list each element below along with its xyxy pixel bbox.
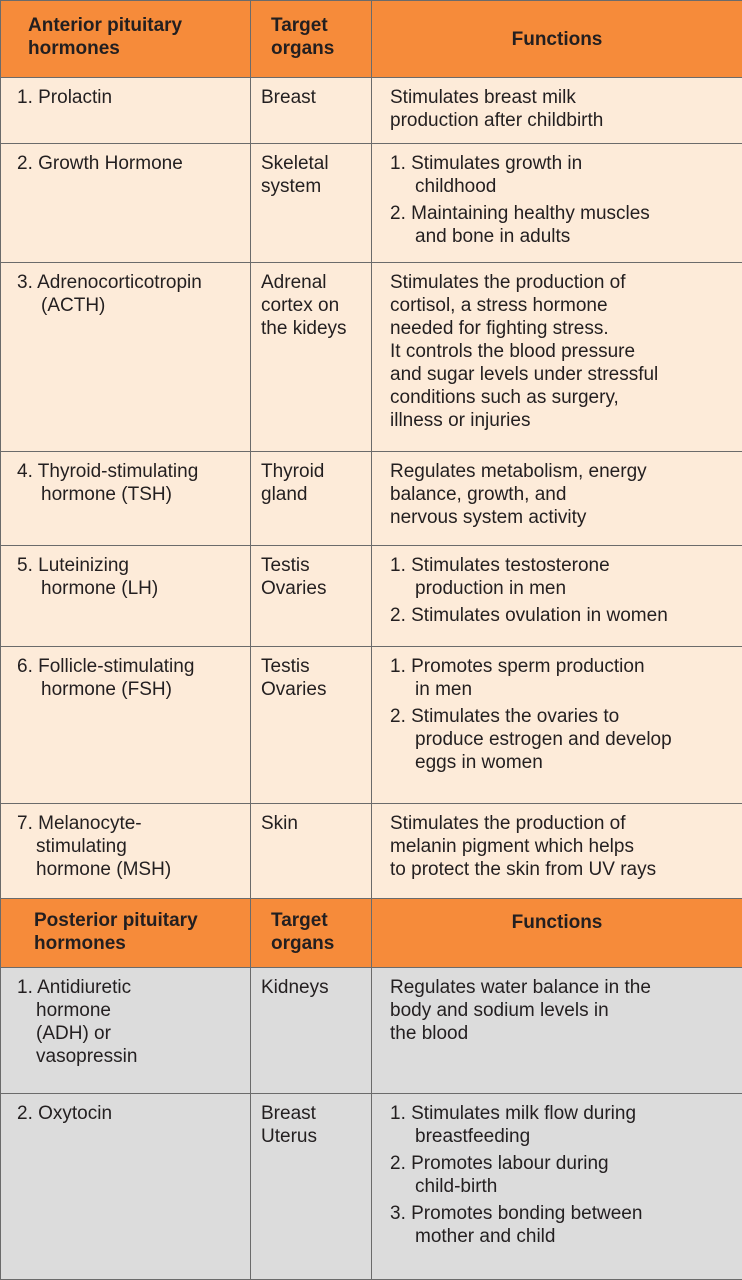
function-line: 2. Promotes labour during	[390, 1153, 609, 1174]
list-item	[390, 604, 734, 627]
list-item	[390, 202, 734, 248]
table-row	[1, 647, 742, 804]
function-list	[390, 554, 734, 627]
function-cell	[372, 78, 742, 144]
list-item	[390, 1102, 734, 1148]
organ-line: Uterus	[261, 1126, 317, 1147]
hormone-cell	[1, 647, 251, 804]
table-row	[1, 263, 742, 452]
function-line: production after childbirth	[390, 110, 604, 131]
function-line: 2. Stimulates the ovaries to	[390, 706, 620, 727]
function-line: 1. Stimulates milk flow during	[390, 1103, 637, 1124]
hormone-line: 4. Thyroid-stimulating	[17, 461, 199, 482]
function-line: 1. Stimulates growth in	[390, 153, 583, 174]
list-item	[390, 554, 734, 600]
function-cell	[372, 546, 742, 647]
hormone-cell	[1, 144, 251, 263]
function-cell	[372, 968, 742, 1094]
header-line: Target	[271, 15, 328, 36]
organ-line: cortex on	[261, 295, 340, 316]
function-line: 3. Promotes bonding between	[390, 1203, 643, 1224]
hormone-cell	[1, 1094, 251, 1280]
organ-line: Ovaries	[261, 578, 327, 599]
function-list	[390, 655, 734, 774]
hormone-cell	[1, 804, 251, 899]
hormone-line: hormone (FSH)	[41, 679, 172, 700]
function-line: nervous system activity	[390, 507, 587, 528]
organ-line: Breast	[261, 1103, 316, 1124]
hormone-line: 1. Prolactin	[17, 87, 113, 108]
organ-cell	[251, 78, 372, 144]
function-line: 2. Maintaining healthy muscles	[390, 203, 650, 224]
table-row	[1, 452, 742, 546]
hormone-line: 7. Melanocyte-	[17, 813, 142, 834]
table-row	[1, 1094, 742, 1280]
hormone-line: 6. Follicle-stimulating	[17, 656, 195, 677]
organ-cell	[251, 804, 372, 899]
function-line: the blood	[390, 1023, 469, 1044]
hormone-line: hormone (TSH)	[41, 484, 172, 505]
organ-line: Thyroid	[261, 461, 325, 482]
header-line: hormones	[34, 933, 126, 954]
function-line: It controls the blood pressure	[390, 341, 636, 362]
function-line: and sugar levels under stressful	[390, 364, 659, 385]
function-line: Regulates water balance in the	[390, 977, 651, 998]
function-line: 1. Promotes sperm production	[390, 656, 645, 677]
function-cell	[372, 144, 742, 263]
function-line: mother and child	[415, 1226, 556, 1247]
function-line: Stimulates the production of	[390, 813, 626, 834]
function-line: Stimulates the production of	[390, 272, 626, 293]
function-line: produce estrogen and develop	[415, 729, 672, 750]
organ-line: Testis	[261, 555, 310, 576]
header-line: organs	[271, 38, 335, 59]
function-list	[390, 152, 734, 248]
header-line: Anterior pituitary	[28, 15, 183, 36]
header-line: organs	[271, 933, 335, 954]
organ-cell	[251, 144, 372, 263]
hormone-line: (ACTH)	[41, 295, 106, 316]
hormone-line: vasopressin	[36, 1046, 138, 1067]
function-cell	[372, 452, 742, 546]
organ-cell	[251, 968, 372, 1094]
posterior-hormones-header	[1, 899, 251, 968]
organ-line: gland	[261, 484, 308, 505]
function-line: in men	[415, 679, 473, 700]
function-line: production in men	[415, 578, 567, 599]
function-line: and bone in adults	[415, 226, 571, 247]
hormone-cell	[1, 968, 251, 1094]
table-row	[1, 546, 742, 647]
organ-cell	[251, 546, 372, 647]
function-line: cortisol, a stress hormone	[390, 295, 608, 316]
hormone-cell	[1, 452, 251, 546]
hormone-line: 1. Antidiuretic	[17, 977, 132, 998]
list-item	[390, 1152, 734, 1198]
posterior-header-row	[1, 899, 742, 968]
posterior-functions-header	[372, 899, 742, 968]
hormone-line: hormone (MSH)	[36, 859, 172, 880]
function-line: Stimulates breast milk	[390, 87, 576, 108]
organ-line: system	[261, 176, 322, 197]
organ-cell	[251, 263, 372, 452]
function-line: 1. Stimulates testosterone	[390, 555, 610, 576]
function-cell	[372, 263, 742, 452]
table-row	[1, 804, 742, 899]
function-line: child-birth	[415, 1176, 498, 1197]
anterior-target-header	[251, 1, 372, 78]
table-row	[1, 78, 742, 144]
organ-cell	[251, 1094, 372, 1280]
function-line: melanin pigment which helps	[390, 836, 634, 857]
anterior-functions-header	[372, 1, 742, 78]
function-line: childhood	[415, 176, 497, 197]
function-line: needed for fighting stress.	[390, 318, 609, 339]
hormone-line: 5. Luteinizing	[17, 555, 129, 576]
table-row	[1, 968, 742, 1094]
function-line: balance, growth, and	[390, 484, 567, 505]
anterior-hormones-header	[1, 1, 251, 78]
header-line: Functions	[511, 29, 603, 50]
function-line: Regulates metabolism, energy	[390, 461, 647, 482]
hormone-cell	[1, 78, 251, 144]
hormone-line: 2. Oxytocin	[17, 1103, 113, 1124]
function-line: eggs in women	[415, 752, 543, 773]
function-cell	[372, 1094, 742, 1280]
function-line: 2. Stimulates ovulation in women	[390, 605, 668, 626]
posterior-target-header	[251, 899, 372, 968]
hormone-line: stimulating	[36, 836, 127, 857]
list-item	[390, 152, 734, 198]
list-item	[390, 705, 734, 774]
hormone-cell	[1, 546, 251, 647]
function-cell	[372, 804, 742, 899]
header-line: Target	[271, 910, 328, 931]
function-line: breastfeeding	[415, 1126, 531, 1147]
function-cell	[372, 647, 742, 804]
function-line: body and sodium levels in	[390, 1000, 609, 1021]
organ-line: Skin	[261, 813, 298, 834]
function-line: illness or injuries	[390, 410, 531, 431]
organ-line: Breast	[261, 87, 316, 108]
hormone-cell	[1, 263, 251, 452]
anterior-header-row	[1, 1, 742, 78]
hormone-line: 3. Adrenocorticotropin	[17, 272, 202, 293]
function-line: to protect the skin from UV rays	[390, 859, 657, 880]
organ-line: Testis	[261, 656, 310, 677]
organ-cell	[251, 452, 372, 546]
list-item	[390, 1202, 734, 1248]
organ-line: the kideys	[261, 318, 347, 339]
header-line: Functions	[511, 912, 603, 933]
function-list	[390, 1102, 734, 1248]
header-line: hormones	[28, 38, 120, 59]
header-line: Posterior pituitary	[34, 910, 198, 931]
organ-line: Ovaries	[261, 679, 327, 700]
organ-line: Adrenal	[261, 272, 327, 293]
hormone-line: (ADH) or	[36, 1023, 111, 1044]
list-item	[390, 655, 734, 701]
organ-line: Kidneys	[261, 977, 329, 998]
hormone-line: 2. Growth Hormone	[17, 153, 183, 174]
hormone-line: hormone	[36, 1000, 111, 1021]
hormone-line: hormone (LH)	[41, 578, 159, 599]
organ-line: Skeletal	[261, 153, 329, 174]
function-line: conditions such as surgery,	[390, 387, 619, 408]
organ-cell	[251, 647, 372, 804]
table-row	[1, 144, 742, 263]
